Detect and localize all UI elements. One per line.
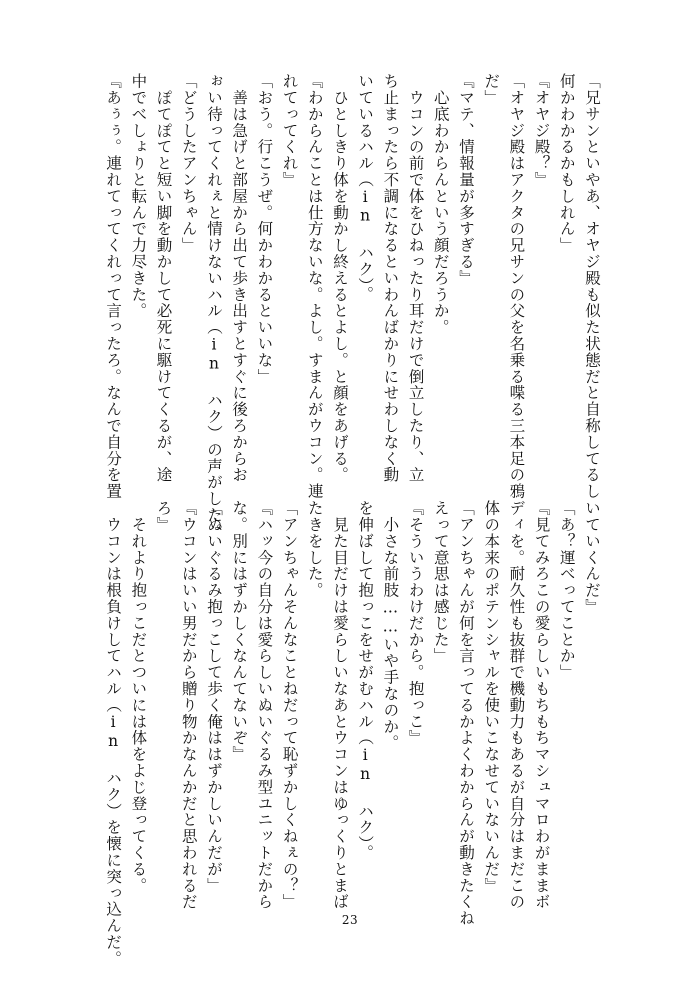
text-line: ち止まったら不調になるといわんばかりにせわしなく動 bbox=[381, 73, 400, 483]
text-line: いているハル（in ハク）。 bbox=[356, 73, 375, 303]
text-line: な。別にはずかしくなんてないぞ』 bbox=[230, 500, 249, 763]
text-line: 「どうしたアンちゃん」 bbox=[179, 73, 198, 254]
text-line: えって意思は感じた」 bbox=[431, 500, 450, 664]
text-line: 中でべしょりと転んで力尽きた。 bbox=[129, 73, 148, 319]
text-line: 何かわかるかもしれん」 bbox=[557, 73, 576, 254]
text-line: 『マテ、情報量が多すぎる』 bbox=[456, 73, 475, 287]
text-line: ぉい待ってくれぇと情けないハル（in ハク）の声がした。 bbox=[204, 73, 223, 540]
text-line: 見た目だけは愛らしいなあとウコンはゆっくりとまば bbox=[330, 500, 349, 910]
text-line: 「あ？運べってことか」 bbox=[557, 500, 576, 681]
text-line: 小さな前肢……いや手なのか。 bbox=[381, 500, 400, 751]
text-line: ぽてぽてと短い脚を動かして必死に駆けてくるが、途 bbox=[154, 73, 173, 483]
text-line: 心底わからんという顔だろうか。 bbox=[431, 73, 450, 336]
text-line: それより抱っこだとついには体をよじ登ってくる。 bbox=[129, 500, 148, 894]
text-line: ウコンは根負けしてハル（in ハク）を懐に突っ込んだ。 bbox=[104, 500, 123, 967]
page-number: 23 bbox=[341, 913, 359, 927]
text-line: 『あぅぅ。連れてってくれって言ったろ。なんで自分を置 bbox=[104, 73, 123, 500]
text-line: 『わからんことは仕方ないな。よし。すまんがウコン。連 bbox=[305, 73, 324, 500]
text-line: 『そういうわけだから。抱っこ』 bbox=[406, 500, 425, 746]
text-line: 『見てみろこの愛らしいもちもちマシュマロわがままボ bbox=[532, 500, 551, 910]
text-line: 善は急げと部屋から出て歩き出すとすぐに後ろからお bbox=[230, 73, 249, 483]
text-line: を伸ばして抱っこをせがむハル（in ハク）。 bbox=[356, 500, 375, 861]
text-line: だ」 bbox=[482, 73, 501, 106]
text-line: れてってくれ』 bbox=[280, 73, 299, 188]
text-line: ろ』 bbox=[154, 500, 173, 533]
text-line: 「おう。行こうぜ。何かわかるといいな」 bbox=[255, 73, 274, 385]
text-line: いていくんだ』 bbox=[583, 500, 601, 615]
text-line: ひとしきり体を動かし終えるとよし。と顔をあげる。 bbox=[330, 73, 349, 483]
upper-text-block bbox=[99, 73, 604, 540]
text-line: 「オヤジ殿はアクタの兄サンの父を名乗る喋る三本足の鴉 bbox=[507, 73, 526, 500]
text-line: 『オヤジ殿？』 bbox=[532, 73, 551, 188]
text-line: 「ぬいぐるみ抱っこして歩く俺ははずかしいんだが」 bbox=[204, 500, 223, 894]
text-line: 『ハッ今の自分は愛らしいぬいぐるみ型ユニットだから bbox=[255, 500, 274, 910]
text-line: 体の本来のポテンシャルを使いこなせていないんだ』 bbox=[482, 500, 501, 894]
text-line: ディを。耐久性も抜群で機動力もあるが自分はまだこの bbox=[507, 500, 526, 910]
text-line: 「アンちゃんそんなことねだって恥ずかしくねぇの？」 bbox=[280, 500, 299, 910]
text-line: 『ウコンはいい男だから贈り物かなんかだと思われるだ bbox=[179, 500, 198, 910]
text-line: たきをした。 bbox=[305, 500, 324, 599]
text-line: 「兄サンといやあ、オヤジ殿も似た状態だと自称してるし bbox=[583, 73, 601, 500]
text-line: 「アンちゃんが何を言ってるかよくわからんが動きたくね bbox=[456, 500, 475, 927]
text-line: ウコンの前で体をひねったり耳だけで倒立したり、立 bbox=[406, 73, 425, 483]
